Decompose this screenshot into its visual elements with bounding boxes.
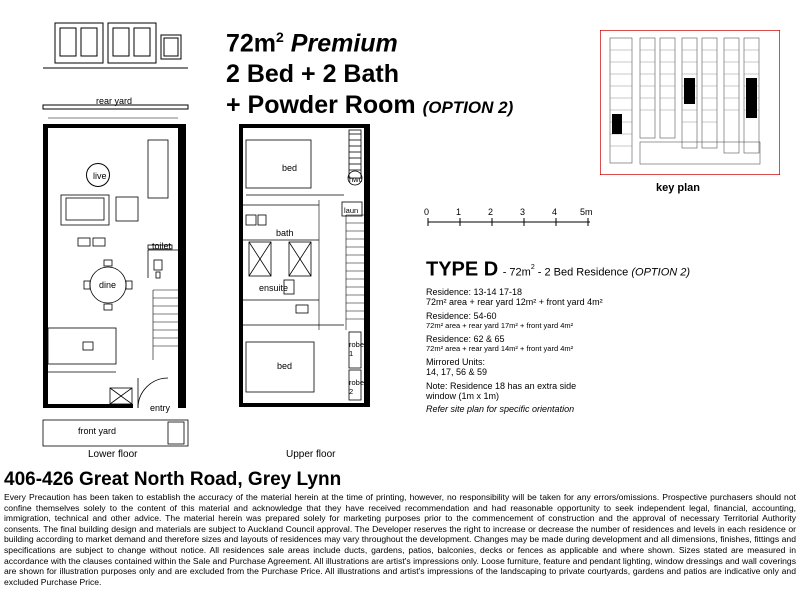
res2-label: Residence: 54-60 — [426, 311, 497, 322]
plan-title — [226, 22, 513, 123]
res3-label: Residence: 62 & 65 — [426, 334, 505, 345]
bed2-furniture — [246, 332, 365, 400]
label-bed-1: bed — [282, 163, 298, 173]
key-plan-label: key plan — [656, 182, 701, 194]
lounge-furniture — [61, 140, 172, 249]
label-dine: dine — [99, 280, 117, 290]
refer-note: Refer site plan for specific orientation — [426, 404, 575, 415]
title-area: 72m — [226, 29, 277, 58]
scale-tick-3: 3 — [520, 207, 526, 217]
type-desc-option: (OPTION 2) — [631, 266, 691, 279]
title-line-1 — [226, 22, 513, 59]
label-laun: laun — [344, 206, 359, 215]
label-front-yard: front yard — [78, 426, 117, 436]
key-plan-image — [600, 30, 780, 175]
title-option: (OPTION 2) — [422, 98, 514, 118]
type-label: TYPE D — [426, 258, 499, 281]
upper-floor-plan — [234, 120, 374, 420]
type-block — [426, 256, 766, 414]
scale-tick-5: 5m — [580, 207, 593, 217]
type-desc-sup: 2 — [530, 264, 535, 271]
type-desc-prefix: - 72m — [502, 266, 531, 279]
scale-tick-0: 0 — [424, 207, 430, 217]
caption-lower-floor: Lower floor — [88, 449, 138, 460]
title-line-3-text: + Powder Room — [226, 91, 416, 120]
toilet-room — [148, 250, 178, 278]
mirrored-units: 14, 17, 56 & 59 — [426, 367, 488, 378]
title-line-2: 2 Bed + 2 Bath — [226, 60, 399, 89]
label-ensuite: ensuite — [259, 283, 289, 293]
scale-tick-2: 2 — [488, 207, 494, 217]
upper-stairs — [319, 200, 364, 330]
bed1-furniture — [246, 130, 361, 195]
res3-detail: 72m² area + rear yard 14m² + front yard 4m² — [426, 344, 574, 354]
label-bath: bath — [276, 228, 294, 238]
scale-tick-1: 1 — [456, 207, 462, 217]
label-rear-yard: rear yard — [96, 96, 133, 106]
scale-tick-4: 4 — [552, 207, 558, 217]
live-marker — [86, 163, 110, 187]
lower-floor-plan — [28, 20, 208, 460]
title-tier: Premium — [290, 29, 398, 58]
title-line-3 — [226, 90, 513, 123]
mirrored-label: Mirrored Units: — [426, 357, 486, 368]
label-toilet: toilet — [152, 241, 172, 251]
lower-stairs — [153, 290, 178, 360]
label-live: live — [93, 171, 107, 181]
note-line-1: Note: Residence 18 has an extra side — [426, 381, 577, 392]
bathrooms — [239, 205, 344, 325]
disclaimer: Every Precaution has been taken to establish the accuracy of the material herein at the time of printing, however, no responsibility will be taken for any errors/omissions. Prospective purchasers should not confine themselves solely to the content of this material and acknowledge that they have received recommendation and had reasonable opportunity to seek independent legal, financial, accounting, immigration, technical and other advice. The material herein was prepared solely for marketing purposes prior to the commencement of construction and the approval of necessary Territorial Authority consents. The final building design and materials are subject to Auckland Council approval. The Developer reserves the right to increase or decrease the number of residences and levels in each residence or building according to market demand and therefore sizes and layouts of residences may vary throughout the development. Changes may be made during development and all dimensions, finishes, fittings and specifications are subject to change without notice. All residences sale areas include ducts, gardens, patios, balconies, decks or fences as applicable and where shown. Sizes stated are measured in accordance with the clauses contained within the Sale and Purchase Agreement. All illustrations are artist's impressions only. Loose furniture, feature and pendant lighting, window dressings and wall coverings are shown for illustration purposes only and are excluded from the Purchase Price. All illustrations and artist's impressions of the landscaping to private courtyards, gardens and patios are indicative only and excluded Purchase Price. — [4, 492, 796, 587]
type-heading — [426, 256, 766, 284]
kitchen — [48, 328, 132, 404]
res2-detail: 72m² area + rear yard 17m² + front yard 4m² — [426, 321, 574, 331]
label-robe-1: robe 1 — [349, 340, 365, 358]
title-area-sup: 2 — [276, 29, 284, 45]
label-entry: entry — [150, 403, 171, 413]
scale-bar — [420, 218, 600, 232]
label-hwc: hwc — [349, 175, 363, 184]
lower-floor-walls — [43, 124, 186, 408]
caption-upper-floor: Upper floor — [286, 449, 336, 460]
address: 406-426 Great North Road, Grey Lynn — [4, 469, 342, 490]
note-line-2: window (1m x 1m) — [426, 391, 500, 402]
label-robe-2: robe 2 — [349, 378, 365, 396]
res1-label: Residence: 13-14 17-18 — [426, 287, 523, 298]
type-desc-mid: - 2 Bed Residence — [534, 266, 632, 279]
res1-detail: 72m² area + rear yard 12m² + front yard 4m² — [426, 297, 603, 308]
label-bed-2: bed — [277, 361, 293, 371]
